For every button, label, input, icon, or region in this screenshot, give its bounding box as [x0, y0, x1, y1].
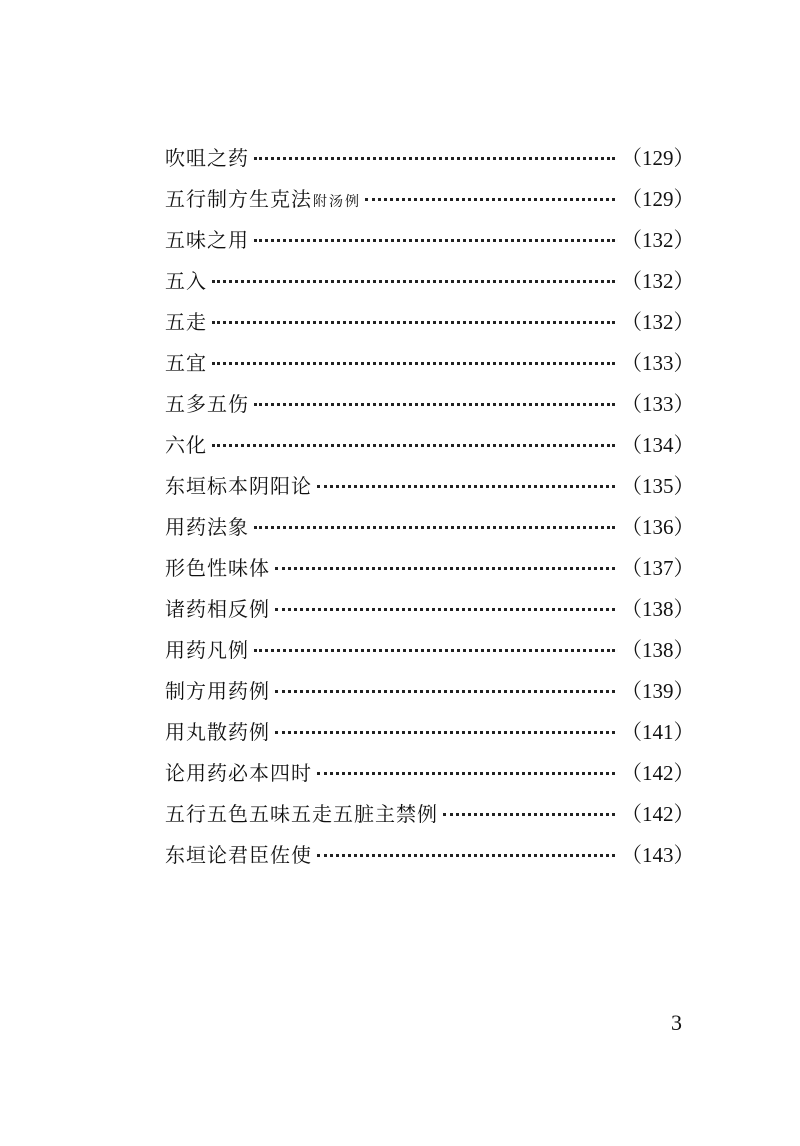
toc-entry-page: （143） — [621, 843, 695, 867]
dot-leader — [212, 361, 615, 365]
toc-entry-page: （137） — [621, 556, 695, 580]
toc-entry-page: （133） — [621, 392, 695, 416]
toc-entry-title: 五味之用 — [165, 228, 249, 252]
toc-entry-title: 形色性味体 — [165, 556, 270, 580]
toc-entry-title: 诸药相反例 — [165, 597, 270, 621]
toc-entry[interactable] — [165, 671, 695, 712]
toc-entry-page: （142） — [621, 802, 695, 826]
toc-entry[interactable] — [165, 835, 695, 876]
dot-leader — [275, 689, 615, 693]
dot-leader — [254, 156, 615, 160]
toc-entry-title: 五行五色五味五走五脏主禁例 — [165, 802, 438, 826]
toc-entry-page: （139） — [621, 679, 695, 703]
toc-entry[interactable] — [165, 753, 695, 794]
dot-leader — [443, 812, 615, 816]
page-number: 3 — [671, 1010, 682, 1035]
dot-leader — [317, 771, 615, 775]
dot-leader — [254, 648, 615, 652]
dot-leader — [275, 566, 615, 570]
toc-entry-page: （136） — [621, 515, 695, 539]
toc-entry-page: （135） — [621, 474, 695, 498]
toc-entry[interactable] — [165, 302, 695, 343]
toc-entry-page: （141） — [621, 720, 695, 744]
toc-entry[interactable] — [165, 630, 695, 671]
toc-entry-title: 论用药必本四时 — [165, 761, 312, 785]
toc-entry[interactable] — [165, 384, 695, 425]
table-of-contents — [165, 138, 695, 876]
toc-entry[interactable] — [165, 712, 695, 753]
dot-leader — [254, 402, 615, 406]
dot-leader — [212, 279, 615, 283]
toc-entry-note: 附汤例 — [313, 194, 361, 210]
toc-entry-page: （133） — [621, 351, 695, 375]
toc-entry[interactable] — [165, 466, 695, 507]
toc-entry[interactable] — [165, 794, 695, 835]
dot-leader — [254, 238, 615, 242]
toc-entry-page: （129） — [621, 146, 695, 170]
dot-leader — [275, 730, 615, 734]
toc-entry-title: 东垣标本阴阳论 — [165, 474, 312, 498]
toc-entry-title: 东垣论君臣佐使 — [165, 843, 312, 867]
toc-entry-page: （142） — [621, 761, 695, 785]
toc-entry-title: 五宜 — [165, 351, 207, 375]
toc-entry[interactable] — [165, 425, 695, 466]
toc-entry[interactable] — [165, 507, 695, 548]
dot-leader — [275, 607, 615, 611]
toc-entry-title: 六化 — [165, 433, 207, 457]
toc-entry-title: 吹咀之药 — [165, 146, 249, 170]
toc-entry[interactable] — [165, 343, 695, 384]
toc-entry-page: （129） — [621, 187, 695, 211]
dot-leader — [365, 197, 615, 201]
toc-entry[interactable] — [165, 220, 695, 261]
toc-entry-page: （132） — [621, 228, 695, 252]
toc-entry-page: （132） — [621, 310, 695, 334]
toc-entry[interactable] — [165, 589, 695, 630]
toc-entry-page: （138） — [621, 597, 695, 621]
toc-entry-title: 用丸散药例 — [165, 720, 270, 744]
toc-entry-page: （138） — [621, 638, 695, 662]
dot-leader — [317, 853, 615, 857]
dot-leader — [212, 320, 615, 324]
toc-entry-title: 五走 — [165, 310, 207, 334]
toc-entry[interactable] — [165, 179, 695, 220]
toc-entry-title: 五多五伤 — [165, 392, 249, 416]
toc-entry-page: （134） — [621, 433, 695, 457]
toc-entry-title: 用药凡例 — [165, 638, 249, 662]
toc-entry-title: 制方用药例 — [165, 679, 270, 703]
toc-entry[interactable] — [165, 548, 695, 589]
dot-leader — [317, 484, 615, 488]
dot-leader — [254, 525, 615, 529]
toc-entry[interactable] — [165, 138, 695, 179]
toc-entry-title: 五入 — [165, 269, 207, 293]
toc-entry-title: 五行制方生克法 — [165, 187, 312, 211]
toc-entry[interactable] — [165, 261, 695, 302]
toc-entry-title: 用药法象 — [165, 515, 249, 539]
dot-leader — [212, 443, 615, 447]
toc-entry-page: （132） — [621, 269, 695, 293]
